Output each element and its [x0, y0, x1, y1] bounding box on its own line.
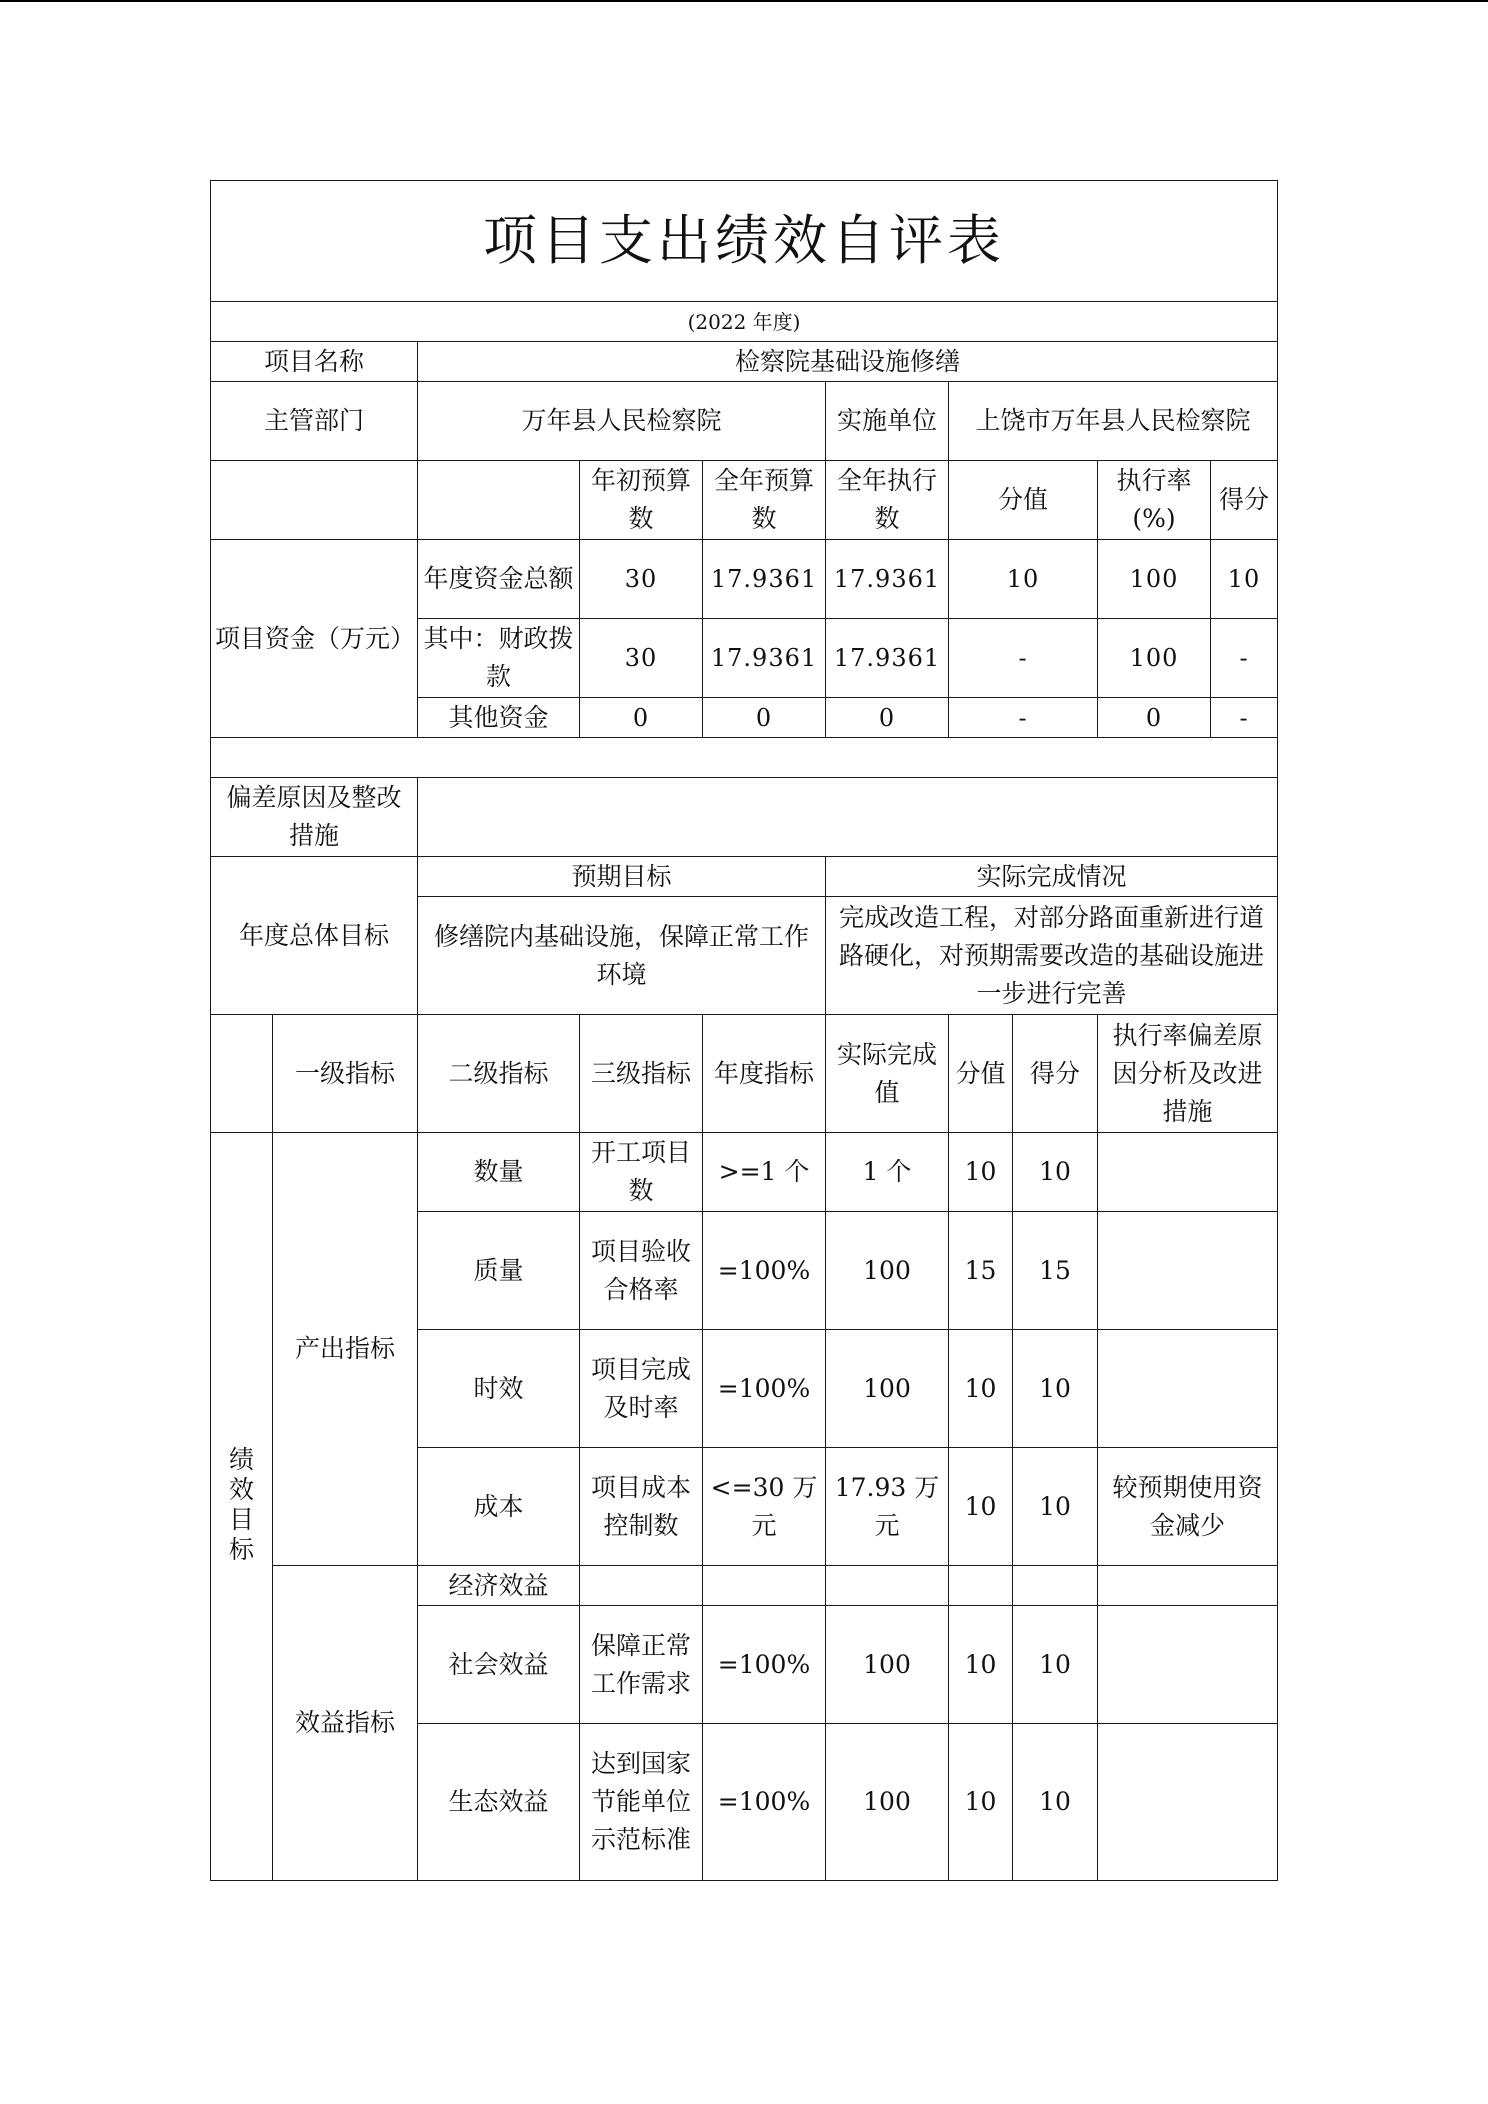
- level2-cell: 经济效益: [418, 1566, 580, 1606]
- funds-header-blank: [211, 461, 418, 540]
- col-header-annual-budget: 全年预算数: [703, 461, 826, 540]
- score-cell: 15: [1013, 1212, 1098, 1330]
- score-value-cell: 10: [949, 1724, 1013, 1881]
- indicator-row: [211, 1566, 1278, 1606]
- funds-header-blank-2: [418, 461, 580, 540]
- funds-cell: 10: [949, 540, 1098, 619]
- deviation-value: [418, 778, 1278, 857]
- year-row: [211, 302, 1278, 342]
- score-cell: 10: [1013, 1133, 1098, 1212]
- funds-cell: 0: [1098, 698, 1211, 738]
- funds-cell: 17.9361: [826, 540, 949, 619]
- funds-header-row: [211, 461, 1278, 540]
- expected-goal-header: 预期目标: [418, 857, 826, 897]
- level3-cell: 达到国家节能单位示范标准: [580, 1724, 703, 1881]
- impl-unit-value: 上饶市万年县人民检察院: [949, 382, 1278, 461]
- funds-cell: 30: [580, 540, 703, 619]
- score-cell: [1013, 1566, 1098, 1606]
- score-value-cell: 10: [949, 1448, 1013, 1566]
- level2-cell: 质量: [418, 1212, 580, 1330]
- actual-completion-header: 实际完成情况: [826, 857, 1278, 897]
- funds-cell: 17.9361: [703, 540, 826, 619]
- score-cell: 10: [1013, 1724, 1098, 1881]
- note-cell: [1098, 1566, 1278, 1606]
- funds-cell: 30: [580, 619, 703, 698]
- target-cell: =100%: [703, 1724, 826, 1881]
- target-cell: =100%: [703, 1606, 826, 1724]
- dept-value: 万年县人民检察院: [418, 382, 826, 461]
- indicator-row: [211, 1133, 1278, 1212]
- expected-goal-text: 修缮院内基础设施，保障正常工作环境: [418, 897, 826, 1015]
- annual-goal-header-row: [211, 857, 1278, 897]
- col-header-level3: 三级指标: [580, 1015, 703, 1133]
- note-cell: [1098, 1606, 1278, 1724]
- level3-cell: 项目完成及时率: [580, 1330, 703, 1448]
- funds-cell: 100: [1098, 540, 1211, 619]
- funds-row-total: [211, 540, 1278, 619]
- spacer-cell: [211, 738, 1278, 778]
- note-cell: 较预期使用资金减少: [1098, 1448, 1278, 1566]
- department-row: [211, 382, 1278, 461]
- actual-cell: 100: [826, 1212, 949, 1330]
- funds-cell: -: [949, 698, 1098, 738]
- score-value-cell: [949, 1566, 1013, 1606]
- funds-cell: 0: [580, 698, 703, 738]
- score-cell: 10: [1013, 1606, 1098, 1724]
- target-cell: =100%: [703, 1212, 826, 1330]
- target-cell: <=30 万元: [703, 1448, 826, 1566]
- level2-cell: 数量: [418, 1133, 580, 1212]
- col-header-score: 得分: [1013, 1015, 1098, 1133]
- level2-cell: 时效: [418, 1330, 580, 1448]
- col-header-annual-target: 年度指标: [703, 1015, 826, 1133]
- funds-cell: -: [1211, 698, 1278, 738]
- level3-cell: 开工项目数: [580, 1133, 703, 1212]
- note-cell: [1098, 1133, 1278, 1212]
- evaluation-table: [210, 180, 1278, 1881]
- performance-goal-side-label: [211, 1133, 273, 1881]
- impl-unit-label: 实施单位: [826, 382, 949, 461]
- col-header-actual-value: 实际完成值: [826, 1015, 949, 1133]
- page-title: 项目支出绩效自评表: [211, 181, 1278, 302]
- funds-cell: -: [1211, 619, 1278, 698]
- note-cell: [1098, 1330, 1278, 1448]
- funds-cell: -: [949, 619, 1098, 698]
- deviation-label: 偏差原因及整改措施: [211, 778, 418, 857]
- note-cell: [1098, 1212, 1278, 1330]
- funds-cell: 17.9361: [826, 619, 949, 698]
- funds-row-label: 其他资金: [418, 698, 580, 738]
- col-header-exec-rate: 执行率(%): [1098, 461, 1211, 540]
- fiscal-year: (2022 年度): [211, 302, 1278, 342]
- project-name-label: 项目名称: [211, 342, 418, 382]
- score-value-cell: 10: [949, 1330, 1013, 1448]
- actual-cell: [826, 1566, 949, 1606]
- funds-group-label: 项目资金（万元）: [211, 540, 418, 738]
- funds-row-label: 其中：财政拨款: [418, 619, 580, 698]
- actual-cell: 100: [826, 1330, 949, 1448]
- score-value-cell: 15: [949, 1212, 1013, 1330]
- note-cell: [1098, 1724, 1278, 1881]
- actual-cell: 17.93 万元: [826, 1448, 949, 1566]
- col-header-score-value: 分值: [949, 1015, 1013, 1133]
- col-header-score-value: 分值: [949, 461, 1098, 540]
- indicators-header-blank: [211, 1015, 273, 1133]
- level2-cell: 社会效益: [418, 1606, 580, 1724]
- level3-cell: 项目成本控制数: [580, 1448, 703, 1566]
- title-row: [211, 181, 1278, 302]
- indicators-header-row: [211, 1015, 1278, 1133]
- project-name-value: 检察院基础设施修缮: [418, 342, 1278, 382]
- funds-cell: 100: [1098, 619, 1211, 698]
- target-cell: [703, 1566, 826, 1606]
- score-value-cell: 10: [949, 1606, 1013, 1724]
- funds-cell: 0: [703, 698, 826, 738]
- target-cell: >=1 个: [703, 1133, 826, 1212]
- level1-benefit: 效益指标: [273, 1566, 418, 1881]
- deviation-row: [211, 778, 1278, 857]
- funds-cell: 10: [1211, 540, 1278, 619]
- level3-cell: 项目验收合格率: [580, 1212, 703, 1330]
- score-cell: 10: [1013, 1448, 1098, 1566]
- level1-output: 产出指标: [273, 1133, 418, 1566]
- side-label-text: 绩效目标: [228, 1444, 254, 1564]
- funds-cell: 17.9361: [703, 619, 826, 698]
- project-name-row: [211, 342, 1278, 382]
- actual-cell: 100: [826, 1606, 949, 1724]
- score-value-cell: 10: [949, 1133, 1013, 1212]
- actual-cell: 100: [826, 1724, 949, 1881]
- level3-cell: [580, 1566, 703, 1606]
- col-header-level2: 二级指标: [418, 1015, 580, 1133]
- level2-cell: 成本: [418, 1448, 580, 1566]
- actual-cell: 1 个: [826, 1133, 949, 1212]
- col-header-deviation-analysis: 执行率偏差原因分析及改进措施: [1098, 1015, 1278, 1133]
- actual-completion-text: 完成改造工程，对部分路面重新进行道路硬化，对预期需要改造的基础设施进一步进行完善: [826, 897, 1278, 1015]
- col-header-level1: 一级指标: [273, 1015, 418, 1133]
- funds-cell: 0: [826, 698, 949, 738]
- annual-goal-label: 年度总体目标: [211, 857, 418, 1015]
- col-header-initial-budget: 年初预算数: [580, 461, 703, 540]
- page-top-border: [0, 0, 1488, 2]
- col-header-score: 得分: [1211, 461, 1278, 540]
- target-cell: =100%: [703, 1330, 826, 1448]
- performance-evaluation-sheet: [210, 180, 1277, 1881]
- spacer-row: [211, 738, 1278, 778]
- level2-cell: 生态效益: [418, 1724, 580, 1881]
- col-header-executed: 全年执行数: [826, 461, 949, 540]
- level3-cell: 保障正常工作需求: [580, 1606, 703, 1724]
- dept-label: 主管部门: [211, 382, 418, 461]
- funds-row-label: 年度资金总额: [418, 540, 580, 619]
- score-cell: 10: [1013, 1330, 1098, 1448]
